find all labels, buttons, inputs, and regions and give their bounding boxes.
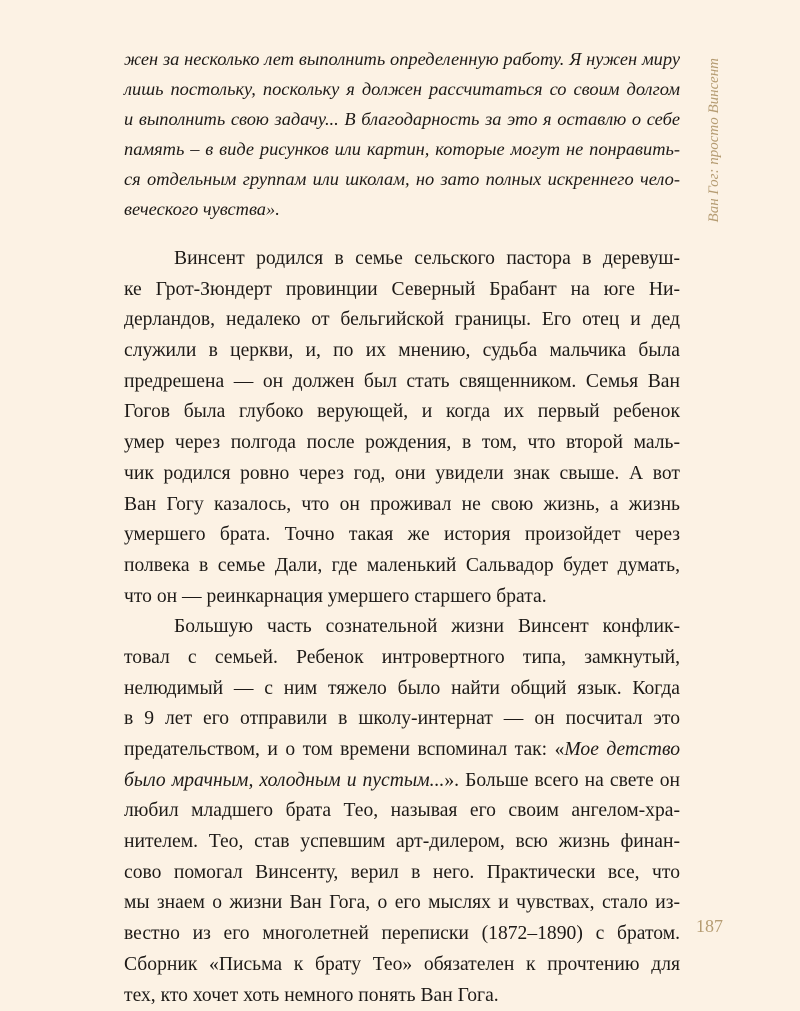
text-line: в 9 лет его отправили в школу-интернат — он посчитал это bbox=[124, 704, 680, 735]
quote-line: ся отдельным группам или школам, но зато полных искреннего чело- bbox=[124, 164, 680, 194]
text-line: что он — реинкарнация умершего старшего брата. bbox=[124, 582, 680, 613]
text-fragment: предательством, и о том времени вспоминал так: « bbox=[124, 739, 564, 760]
quote-line: лишь постольку, поскольку я должен рассчитаться со своим долгом bbox=[124, 74, 680, 104]
quote-block bbox=[124, 44, 680, 224]
text-line: Ван Гогу казалось, что он проживал не свою жизнь, а жизнь bbox=[124, 490, 680, 521]
text-line: служили в церкви, и, по их мнению, судьба мальчика была bbox=[124, 336, 680, 367]
text-line: мы знаем о жизни Ван Гога, о его мыслях и чувствах, стало из- bbox=[124, 888, 680, 919]
paragraph-2 bbox=[124, 612, 680, 1011]
text-line: полвека в семье Дали, где маленький Сальвадор будет думать, bbox=[124, 551, 680, 582]
quote-line: жен за несколько лет выполнить определенную работу. Я нужен миру bbox=[124, 44, 680, 74]
text-line: дерландов, недалеко от бельгийской границы. Его отец и дед bbox=[124, 305, 680, 336]
text-line: нелюдимый — с ним тяжело было найти общий язык. Когда bbox=[124, 674, 680, 705]
text-line: товал с семьей. Ребенок интровертного типа, замкнутый, bbox=[124, 643, 680, 674]
text-line: сово помогал Винсенту, верил в него. Практически все, что bbox=[124, 858, 680, 889]
text-line: любил младшего брата Тео, называя его своим ангелом-хра- bbox=[124, 796, 680, 827]
body-text bbox=[124, 244, 680, 1011]
quote-line: веческого чувства». bbox=[124, 194, 680, 224]
quote-line: память – в виде рисунков или картин, которые могут не понравить- bbox=[124, 134, 680, 164]
text-line: тех, кто хочет хоть немного понять Ван Гога. bbox=[124, 981, 680, 1011]
text-line: Большую часть сознательной жизни Винсент конфлик- bbox=[124, 612, 680, 643]
running-head bbox=[697, 46, 731, 234]
text-line: умер через полгода после рождения, в том, что второй маль- bbox=[124, 428, 680, 459]
text-line: Винсент родился в семье сельского пастора в деревуш- bbox=[124, 244, 680, 275]
text-line bbox=[124, 735, 680, 766]
text-line: Сборник «Письма к брату Тео» обязателен к прочтению для bbox=[124, 950, 680, 981]
text-line: Гогов была глубоко верующей, и когда их первый ребенок bbox=[124, 397, 680, 428]
text-line: ке Грот-Зюндерт провинции Северный Брабант на юге Ни- bbox=[124, 275, 680, 306]
text-line: вестно из его многолетней переписки (1872–1890) с братом. bbox=[124, 919, 680, 950]
text-line: умершего брата. Точно такая же история произойдет через bbox=[124, 520, 680, 551]
text-line: чик родился ровно через год, они увидели знак свыше. А вот bbox=[124, 459, 680, 490]
text-line: нителем. Тео, став успевшим арт-дилером, всю жизнь финан- bbox=[124, 827, 680, 858]
page-number: 187 bbox=[696, 916, 723, 937]
quote-fragment: было мрачным, холодным и пустым... bbox=[124, 770, 444, 791]
text-fragment: ». Больше всего на свете он bbox=[444, 770, 680, 791]
text-line bbox=[124, 766, 680, 797]
running-head-text: Ван Гог: просто Винсент bbox=[706, 58, 723, 222]
text-line: предрешена — он должен был стать священником. Семья Ван bbox=[124, 367, 680, 398]
quote-line: и выполнить свою задачу... В благодарность за это я оставлю о себе bbox=[124, 104, 680, 134]
paragraph-1 bbox=[124, 244, 680, 612]
quote-fragment: Мое детство bbox=[564, 739, 680, 760]
